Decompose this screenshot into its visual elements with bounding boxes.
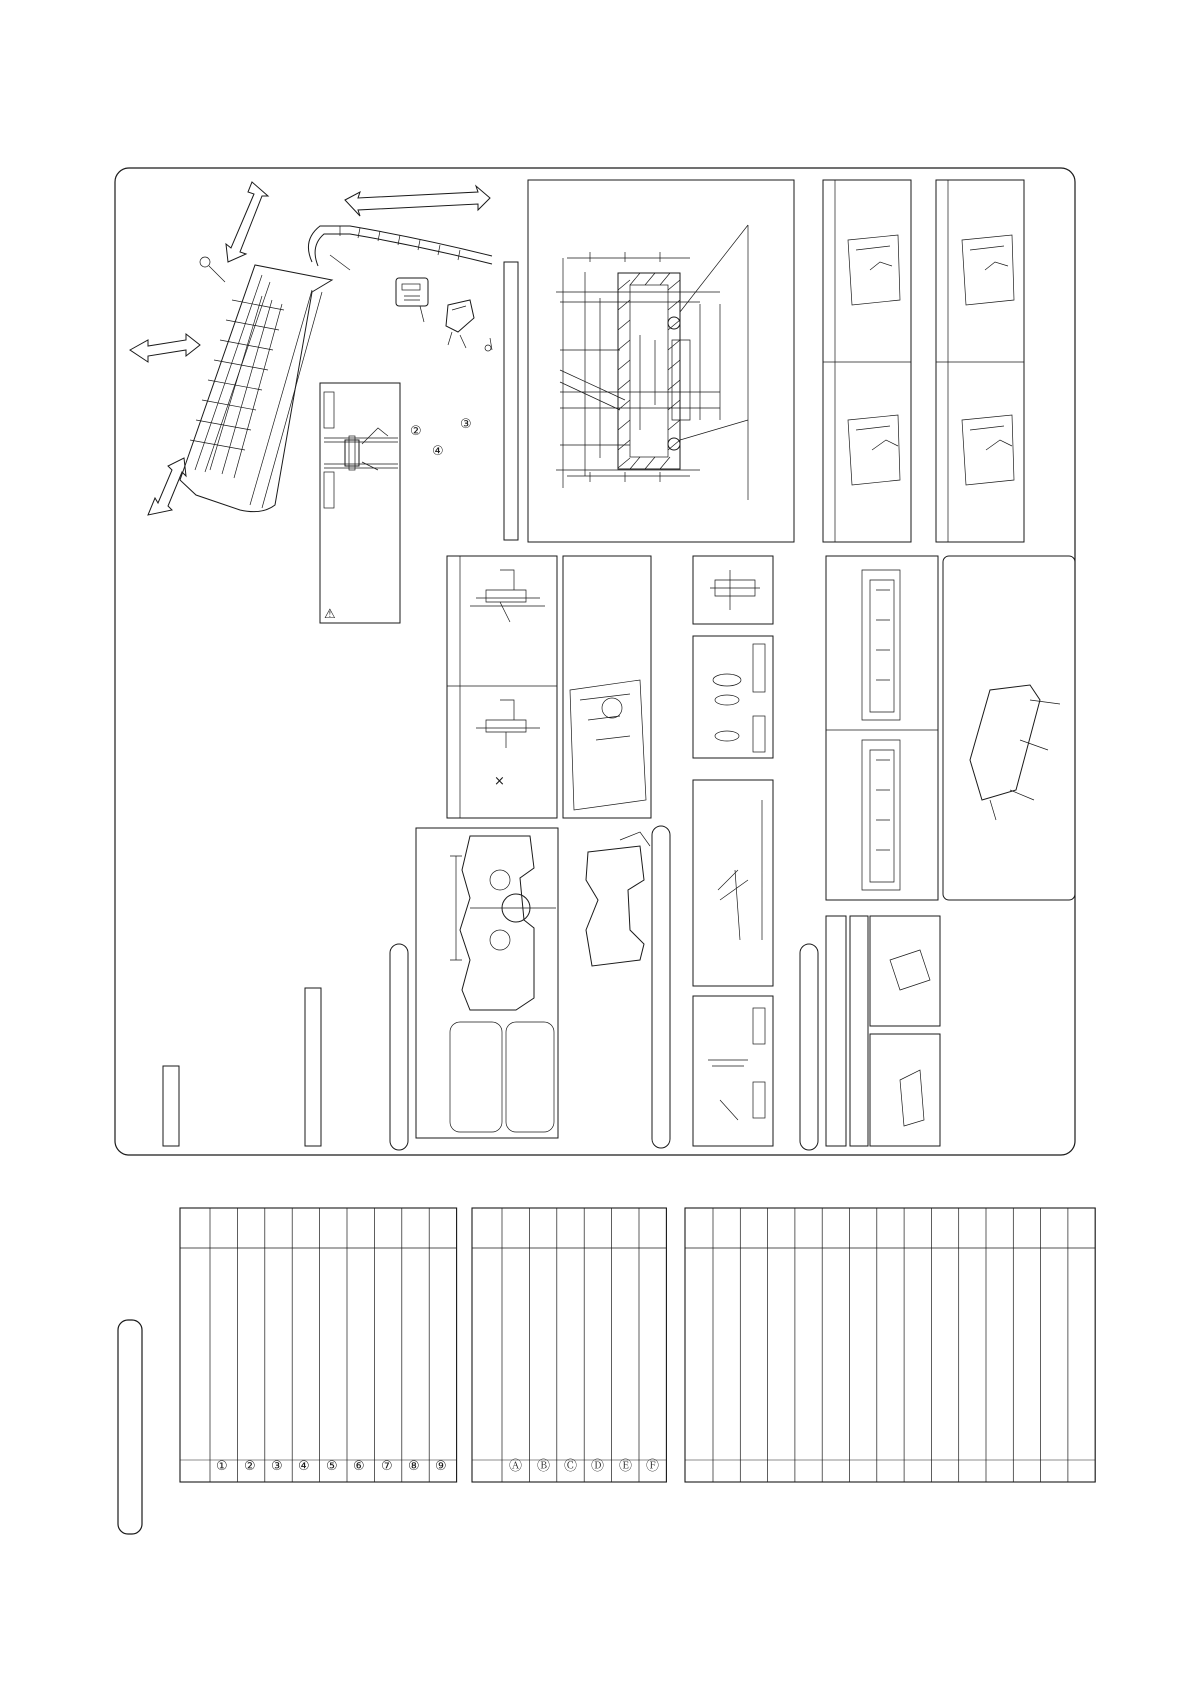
caution-triangle-icon: ⚠ (324, 607, 336, 622)
accessory-marker-4: ④ (298, 1459, 310, 1474)
accessory-marker-5: ⑤ (326, 1459, 338, 1474)
unit-inside-photo (563, 556, 651, 818)
step-photo-panels (823, 180, 1024, 542)
ng-mark: × (494, 774, 505, 789)
accessory-marker-3: ③ (271, 1459, 283, 1474)
label-strip (305, 988, 321, 1146)
clearance-arrow-icon (148, 458, 186, 515)
label-strip (163, 1066, 179, 1146)
part-marker-2: ② (410, 424, 422, 439)
accessory-marker-6: ⑥ (353, 1459, 365, 1474)
rotated-heading-tab (118, 1320, 142, 1534)
bottom-step-photos (826, 916, 940, 1146)
option-marker-d: Ⓓ (591, 1459, 605, 1474)
caution-box (320, 383, 400, 623)
side-tab (390, 944, 408, 1150)
option-marker-f: Ⓕ (646, 1459, 660, 1474)
accessory-marker-7: ⑦ (381, 1459, 393, 1474)
option-marker-a: Ⓐ (509, 1459, 523, 1474)
accessory-marker-9: ⑨ (435, 1459, 447, 1474)
side-tab (652, 826, 670, 1148)
option-marker-c: Ⓒ (564, 1459, 578, 1474)
side-tab (800, 944, 818, 1150)
clearance-arrow-icon (130, 334, 200, 362)
accessory-marker-1: ① (216, 1459, 228, 1474)
flare-check-panel (447, 556, 557, 818)
pipe-procedure-panels (693, 556, 773, 1146)
accessories-table (180, 1208, 457, 1482)
option-marker-e: Ⓔ (619, 1459, 633, 1474)
optional-parts-table (472, 1208, 666, 1482)
right-table (685, 1208, 1095, 1482)
option-marker-b: Ⓑ (537, 1459, 551, 1474)
installation-plate-panel (416, 828, 558, 1138)
accessory-marker-2: ② (244, 1459, 256, 1474)
table-border (180, 1208, 457, 1482)
clearance-arrow-icon (345, 186, 490, 216)
mounting-template-panel (528, 180, 794, 542)
part-marker-3: ③ (460, 417, 472, 432)
installation-diagram-frame (115, 168, 1075, 1155)
plate-sketch (586, 832, 650, 966)
table-border (685, 1208, 1095, 1482)
table-border (472, 1208, 666, 1482)
part-marker-4: ④ (432, 444, 444, 459)
clearance-arrow-icon (226, 182, 268, 262)
indoor-unit-illustration (130, 182, 492, 515)
accessory-marker-8: ⑧ (408, 1459, 420, 1474)
label-strip (504, 262, 518, 540)
front-panel-photos (826, 556, 1075, 900)
